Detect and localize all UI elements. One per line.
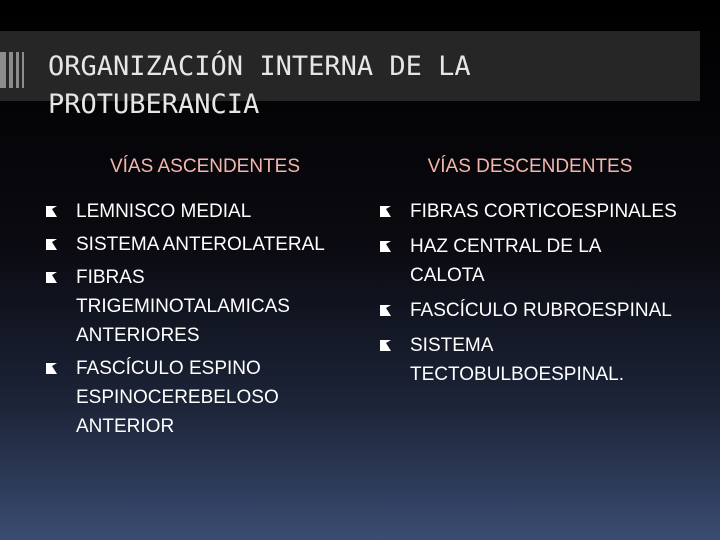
list-item <box>44 263 344 350</box>
list-item-label: FASCÍCULO ESPINO ESPINOCEREBELOSO ANTERIOR <box>76 358 279 437</box>
square-bullet-icon <box>46 363 57 374</box>
square-bullet-icon <box>380 206 391 217</box>
square-bullet-icon <box>46 272 57 283</box>
list-item <box>44 197 344 226</box>
square-bullet-icon <box>380 305 391 316</box>
square-bullet-icon <box>46 206 57 217</box>
square-bullet-icon <box>46 239 57 250</box>
list-item <box>44 230 344 259</box>
list-item-label: HAZ CENTRAL DE LA CALOTA <box>410 236 601 286</box>
list-item <box>44 354 344 441</box>
list-item-label: FIBRAS TRIGEMINOTALAMICAS ANTERIORES <box>76 267 290 346</box>
right-column-header: VÍAS DESCENDENTES <box>427 156 633 177</box>
list-item-label: FIBRAS CORTICOESPINALES <box>410 201 677 222</box>
list-item <box>378 296 678 325</box>
left-column-header: VÍAS ASCENDENTES <box>109 156 301 177</box>
list-item-label: SISTEMA ANTEROLATERAL <box>76 234 325 255</box>
left-column-list <box>44 197 344 445</box>
slide-title: ORGANIZACIÓN INTERNA DE LA PROTUBERANCIA <box>48 51 471 120</box>
right-column-list <box>378 197 678 395</box>
list-item <box>378 197 678 226</box>
list-item-label: FASCÍCULO RUBROESPINAL <box>410 300 672 321</box>
title-decoration-icon <box>0 52 26 88</box>
list-item <box>378 232 678 290</box>
list-item <box>378 331 678 389</box>
square-bullet-icon <box>380 241 391 252</box>
square-bullet-icon <box>380 340 391 351</box>
list-item-label: SISTEMA TECTOBULBOESPINAL. <box>410 335 624 385</box>
list-item-label: LEMNISCO MEDIAL <box>76 201 252 222</box>
